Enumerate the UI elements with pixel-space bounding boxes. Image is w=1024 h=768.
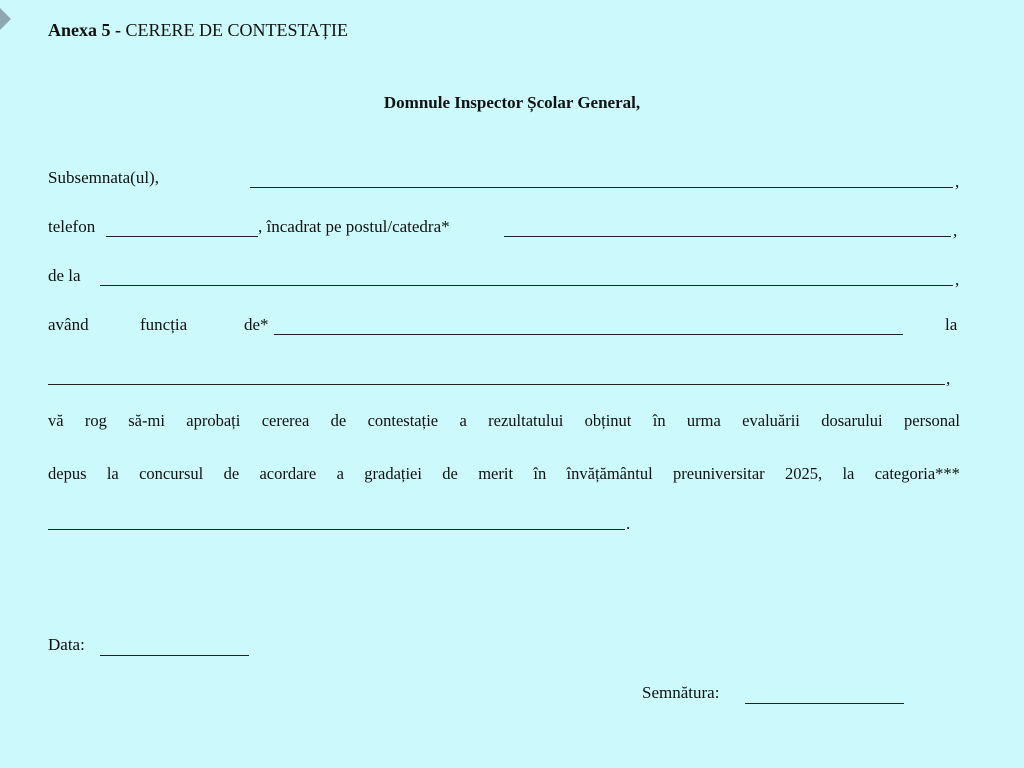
request-text-1 bbox=[48, 411, 960, 431]
request-word: aprobați bbox=[186, 411, 241, 430]
document-title: CERERE DE CONTESTAȚIE bbox=[125, 20, 349, 40]
school-comma: , bbox=[955, 270, 960, 289]
request-word: învățământul bbox=[566, 464, 653, 483]
phone-label: telefon bbox=[48, 217, 96, 236]
request-word: de bbox=[442, 464, 458, 483]
request-word: urma bbox=[686, 411, 721, 430]
salutation: Domnule Inspector Școlar General, bbox=[383, 93, 641, 112]
request-word: acordare bbox=[259, 464, 317, 483]
request-word: obținut bbox=[584, 411, 632, 430]
signature-field[interactable] bbox=[745, 703, 904, 704]
request-word: merit bbox=[478, 464, 514, 483]
request-word: de bbox=[330, 411, 347, 430]
function-field[interactable] bbox=[274, 334, 903, 335]
function-word-3: de* bbox=[244, 315, 269, 334]
request-word: dosarului bbox=[821, 411, 883, 430]
position-comma: , bbox=[953, 221, 958, 240]
request-word: 2025, bbox=[784, 464, 823, 483]
request-word: concursul bbox=[139, 464, 204, 483]
request-word: rog bbox=[84, 411, 107, 430]
request-word: personal bbox=[904, 411, 960, 430]
corner-arrow-icon bbox=[0, 8, 11, 30]
function-after-label: la bbox=[945, 315, 958, 334]
request-word: cererea bbox=[261, 411, 310, 430]
request-word: vă bbox=[48, 411, 64, 430]
function-word-2: funcția bbox=[140, 315, 188, 334]
request-word: la bbox=[106, 464, 119, 483]
signature-label: Semnătura: bbox=[642, 683, 720, 702]
request-word: gradației bbox=[364, 464, 422, 483]
request-word: evaluării bbox=[742, 411, 800, 430]
school-label: de la bbox=[48, 266, 81, 285]
category-field[interactable] bbox=[48, 529, 625, 530]
request-word: la bbox=[842, 464, 855, 483]
date-field[interactable] bbox=[100, 655, 249, 656]
position-field[interactable] bbox=[504, 236, 951, 237]
annex-label: Anexa 5 - bbox=[48, 20, 121, 40]
category-period: . bbox=[626, 514, 631, 533]
request-word: a bbox=[336, 464, 344, 483]
request-text-2 bbox=[48, 464, 960, 484]
location-comma: , bbox=[946, 369, 951, 388]
request-word: depus bbox=[48, 464, 87, 483]
request-word: contestație bbox=[367, 411, 439, 430]
request-word: categoria*** bbox=[874, 464, 960, 483]
request-word: a bbox=[459, 411, 467, 430]
request-line-1 bbox=[48, 411, 960, 431]
annex-header bbox=[48, 20, 348, 40]
request-word: să-mi bbox=[128, 411, 165, 430]
name-label: Subsemnata(ul), bbox=[48, 168, 159, 187]
request-word: în bbox=[652, 411, 666, 430]
location-field[interactable] bbox=[48, 384, 945, 385]
name-field[interactable] bbox=[250, 187, 953, 188]
function-word-1: având bbox=[48, 315, 89, 334]
position-label: , încadrat pe postul/catedra* bbox=[258, 217, 450, 236]
date-label: Data: bbox=[48, 635, 85, 654]
request-word: rezultatului bbox=[488, 411, 564, 430]
school-field[interactable] bbox=[100, 285, 953, 286]
request-word: preuniversitar bbox=[673, 464, 765, 483]
phone-field[interactable] bbox=[106, 236, 258, 237]
request-word: de bbox=[223, 464, 240, 483]
request-word: în bbox=[533, 464, 547, 483]
name-comma: , bbox=[955, 172, 960, 191]
request-line-2 bbox=[48, 464, 960, 484]
